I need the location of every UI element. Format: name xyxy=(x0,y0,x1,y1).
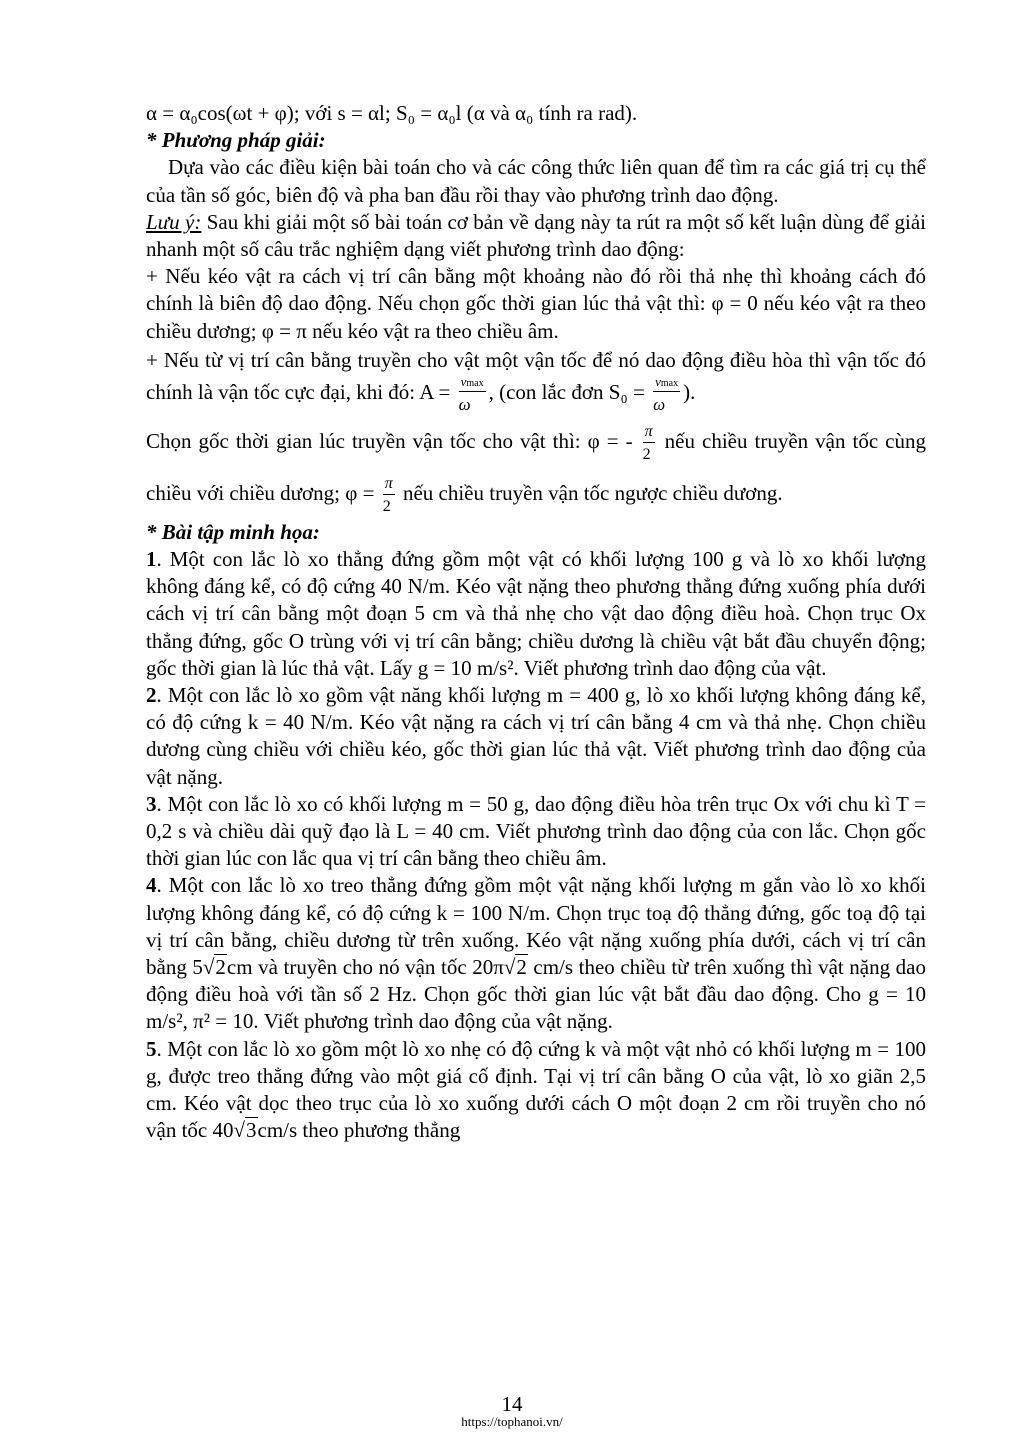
note-text: Sau khi giải một số bài toán cơ bản về dạng này ta rút ra một số kết luận dùng để giải nhanh một số câu trắc nghiệm dạng viết phương trình dao động: xyxy=(146,209,926,262)
exercise-3-number: 3 xyxy=(146,791,157,816)
sqrt-3 xyxy=(233,1117,257,1144)
formula-line: α = α₀cos(ωt + φ); với s = αl; S₀ = α₀l (α và α₀ tính ra rad). xyxy=(146,101,638,125)
exercise-4-text-b: cm và truyền cho nó vận tốc 20π xyxy=(226,955,504,980)
exercise-2-number: 2 xyxy=(146,683,157,708)
frac-two: 2 xyxy=(642,445,651,463)
document-body xyxy=(146,100,926,1145)
note-label: Lưu ý: xyxy=(146,209,202,234)
note-point-3 xyxy=(146,415,926,519)
frac-pi: π xyxy=(383,476,395,495)
frac-two: 2 xyxy=(382,497,391,515)
page-number: 14 xyxy=(501,1392,523,1416)
note-point-3-text-c: nếu chiều truyền vận tốc ngược chiều dương. xyxy=(397,480,783,505)
note-point-2 xyxy=(146,345,926,413)
radical-sign: √ xyxy=(202,955,215,980)
method-heading: * Phương pháp giải: xyxy=(146,128,326,153)
exercise-1-number: 1 xyxy=(146,547,157,572)
method-text: Dựa vào các điều kiện bài toán cho và các công thức liên quan để tìm ra các giá trị cụ thể của tần số góc, biên độ và pha ban đầu rồi thay vào phương trình dao động. xyxy=(146,155,926,207)
exercise-5-text-b: cm/s theo phương thẳng xyxy=(257,1118,461,1143)
radicand: 3 xyxy=(246,1118,257,1143)
fraction-vmax-over-omega-2 xyxy=(653,375,680,413)
exercise-4-text-a: . Một con lắc lò xo treo thẳng đứng gồm một vật nặng khối lượng m gắn vào lò xo khối lượng không đáng kể, có độ cứng k = 100 N/m. Chọn trục toạ độ thẳng đứng, gốc toạ độ tại vị trí cân bằng, chiều dương từ trên xuống. Kéo vật nặng xuống phía dưới, cách vị trí cân bằng 5 xyxy=(146,873,926,980)
exercise-3-text: . Một con lắc lò xo có khối lượng m = 50 g, dao động điều hòa trên trục Ox với chu kì T = 0,2 s và chiều dài quỹ đạo là L = 40 cm. Viết phương trình dao động của con lắc. Chọn gốc thời gian lúc con lắc qua vị trí cân bằng theo chiều âm. xyxy=(146,791,926,871)
exercise-5-number: 5 xyxy=(146,1036,157,1061)
fraction-pi-over-2-b xyxy=(383,476,395,515)
sqrt-2 xyxy=(203,954,227,981)
exercise-heading: * Bài tập minh họa: xyxy=(146,519,320,544)
note-point-3-text-b: nếu chiều truyền vận tốc cùng chiều với chiều dương; φ = xyxy=(146,428,926,505)
exercise-1-text: . Một con lắc lò xo thẳng đứng gồm một vật có khối lượng 100 g và lò xo khối lượng không đáng kể, có độ cứng 40 N/m. Kéo vật nặng theo phương thẳng đứng xuống phía dưới cách vị trí cân bằng một đoạn 5 cm và thả nhẹ cho vật dao động điều hoà. Chọn trục Ox thẳng đứng, gốc O trùng với vị trí cân bằng; chiều dương là chiều vật bắt đầu chuyển động; gốc thời gian là lúc thả vật. Lấy g = 10 m/s². Viết phương trình dao động của vật. xyxy=(146,547,926,680)
note-point-2-text-c: ). xyxy=(683,379,696,404)
frac-max: max xyxy=(660,377,679,389)
exercise-5-text-a: . Một con lắc lò xo gồm một lò xo nhẹ có độ cứng k và một vật nhỏ có khối lượng m = 100 g, được treo thẳng đứng vào một giá cố định. Tại vị trí cân bằng O của vật, lò xo giãn 2,5 cm. Kéo vật dọc theo trục của lò xo xuống dưới cách O một đoạn 2 cm rồi truyền cho nó vận tốc 40 xyxy=(146,1036,926,1143)
frac-v: v xyxy=(460,373,467,389)
exercise-4-number: 4 xyxy=(146,873,157,898)
note-point-3-text-a: Chọn gốc thời gian lúc truyền vận tốc cho vật thì: φ = - xyxy=(146,428,640,453)
fraction-vmax-over-omega xyxy=(459,375,486,413)
radical-sign: √ xyxy=(503,955,516,980)
note-point-1: + Nếu kéo vật ra cách vị trí cân bằng một khoảng nào đó rồi thả nhẹ thì khoảng cách đó chính là biên độ dao động. Nếu chọn gốc thời gian lúc thả vật thì: φ = 0 nếu kéo vật ra theo chiều dương; φ = π nếu kéo vật ra theo chiều âm. xyxy=(146,264,926,343)
note-paragraph xyxy=(146,209,926,263)
exercise-2-text: . Một con lắc lò xo gồm vật năng khối lượng m = 400 g, lò xo khối lượng không đáng kể, có độ cứng k = 40 N/m. Kéo vật nặng ra cách vị trí cân bằng 4 cm và thả nhẹ. Chọn chiều dương cùng chiều với chiều kéo, gốc thời gian lúc thả vật. Viết phương trình dao động của vật nặng. xyxy=(146,683,926,789)
exercise-3 xyxy=(146,791,926,873)
exercise-1 xyxy=(146,546,926,682)
radicand: 2 xyxy=(215,955,226,980)
note-point-2-text-a: + Nếu từ vị trí cân bằng truyền cho vật một vận tốc để nó dao động điều hòa thì vận tốc đó chính là vận tốc cực đại, khi đó: A = xyxy=(146,347,926,404)
frac-omega: ω xyxy=(458,394,471,414)
note-point-2-text-b: , (con lắc đơn S₀ = xyxy=(488,379,651,404)
radical-sign: √ xyxy=(233,1118,246,1143)
fraction-pi-over-2 xyxy=(643,424,655,463)
frac-pi: π xyxy=(643,424,655,443)
footer-url[interactable]: https://tophanoi.vn/ xyxy=(461,1414,563,1429)
radicand: 2 xyxy=(516,955,527,980)
exercise-5 xyxy=(146,1036,926,1145)
frac-max: max xyxy=(466,377,484,389)
exercise-4-text-c: cm/s theo chiều từ trên xuống thì vật nặng dao động điều hoà với tần số 2 Hz. Chọn gốc thời gian lúc vật bắt đầu dao động. Cho g = 10 m/s², π² = 10. Viết phương trình dao động của vật nặng. xyxy=(146,955,926,1034)
exercise-4 xyxy=(146,872,926,1035)
frac-omega: ω xyxy=(653,394,666,414)
frac-v: v xyxy=(655,373,661,389)
sqrt-2-b xyxy=(504,954,528,981)
exercise-2 xyxy=(146,682,926,791)
